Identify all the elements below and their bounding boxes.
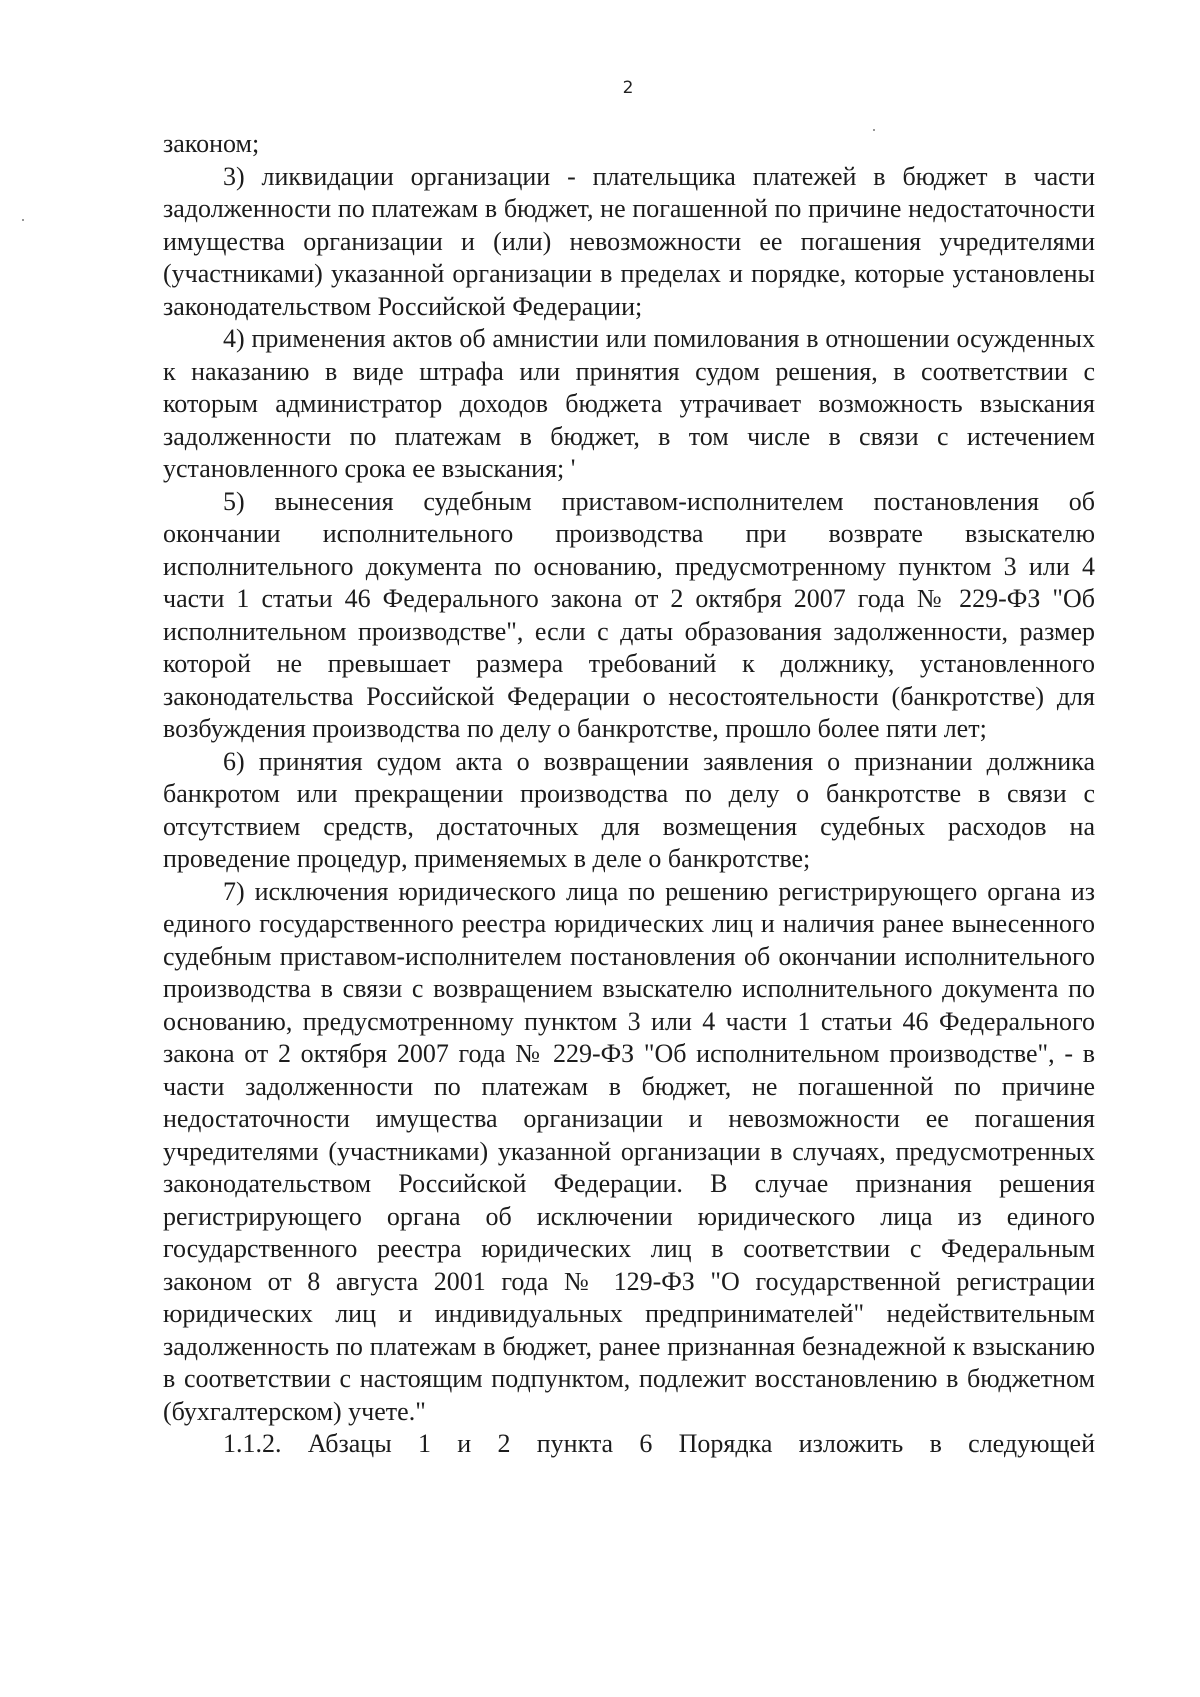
paragraph-item-6: 6) принятия судом акта о возвращении заявления о признании должника банкротом или прекращении производства по делу о банкротстве в связи с отсутствием средств, достаточных для возмещения судебных расходов на проведение процедур, применяемых в деле о банкротстве; [163,746,1095,873]
paragraph-item-4: 4) применения актов об амнистии или помилования в отношении осужденных к наказанию в виде штрафа или принятия судом решения, в соответствии с которым администратор доходов бюджета утрачивает возможность взыскания задолженности по платежам в бюджет, в том числе в связи с истечением установленного срока ее взыскания; ' [163,324,1095,483]
page-number: 2 [622,78,634,98]
document-body [163,128,1095,1461]
paragraph-item-7: 7) исключения юридического лица по решению регистрирующего органа из единого государственного реестра юридических лиц и наличия ранее вынесенного судебным приставом-исполнителем постановления об окончании исполнительного производства в связи с возвращением взыскателю исполнительного документа по основанию, предусмотренному пунктом 3 или 4 части 1 статьи 46 Федерального закона от 2 октября 2007 года № 229-ФЗ "Об исполнительном производстве", - в части задолженности по платежам в бюджет, не погашенной по причине недостаточности имущества организации и невозможности ее погашения учредителями (участниками) указанной организации в случаях, предусмотренных законодательством Российской Федерации. В случае признания решения регистрирующего органа об исключении юридического лица из единого государственного реестра юридических лиц в соответствии с Федеральным законом от 8 августа 2001 года № 129-ФЗ "О государственной регистрации юридических лиц и индивидуальных предпринимателей" недействительным задолженность по платежам в бюджет, ранее признанная безнадежной к взысканию в соответствии с настоящим подпунктом, подлежит восстановлению в бюджетном (бухгалтерском) учете." [163,876,1095,1426]
scan-dust-mark [873,129,875,131]
paragraph-continuation: законом; [163,129,260,158]
paragraph-item-5: 5) вынесения судебным приставом-исполнителем постановления об окончании исполнительного производства при возврате взыскателю исполнительного документа по основанию, предусмотренному пунктом 3 или 4 части 1 статьи 46 Федерального закона от 2 октября 2007 года № 229-ФЗ "Об исполнительном производстве", если с даты образования задолженности, размер которой не превышает размера требований к должнику, установленного законодательства Российской Федерации о несостоятельности (банкротстве) для возбуждения производства по делу о банкротстве, прошло более пяти лет; [163,486,1095,743]
paragraph-item-3: 3) ликвидации организации - плательщика платежей в бюджет в части задолженности по платежам в бюджет, не погашенной по причине недостаточности имущества организации и (или) невозможности ее погашения учредителями (участниками) указанной организации в пределах и порядке, которые установлены законодательством Российской Федерации; [163,161,1095,321]
paragraph-section-1-1-2: 1.1.2. Абзацы 1 и 2 пункта 6 Порядка изложить в следующей [223,1429,1095,1458]
scan-dust-mark [22,219,24,221]
